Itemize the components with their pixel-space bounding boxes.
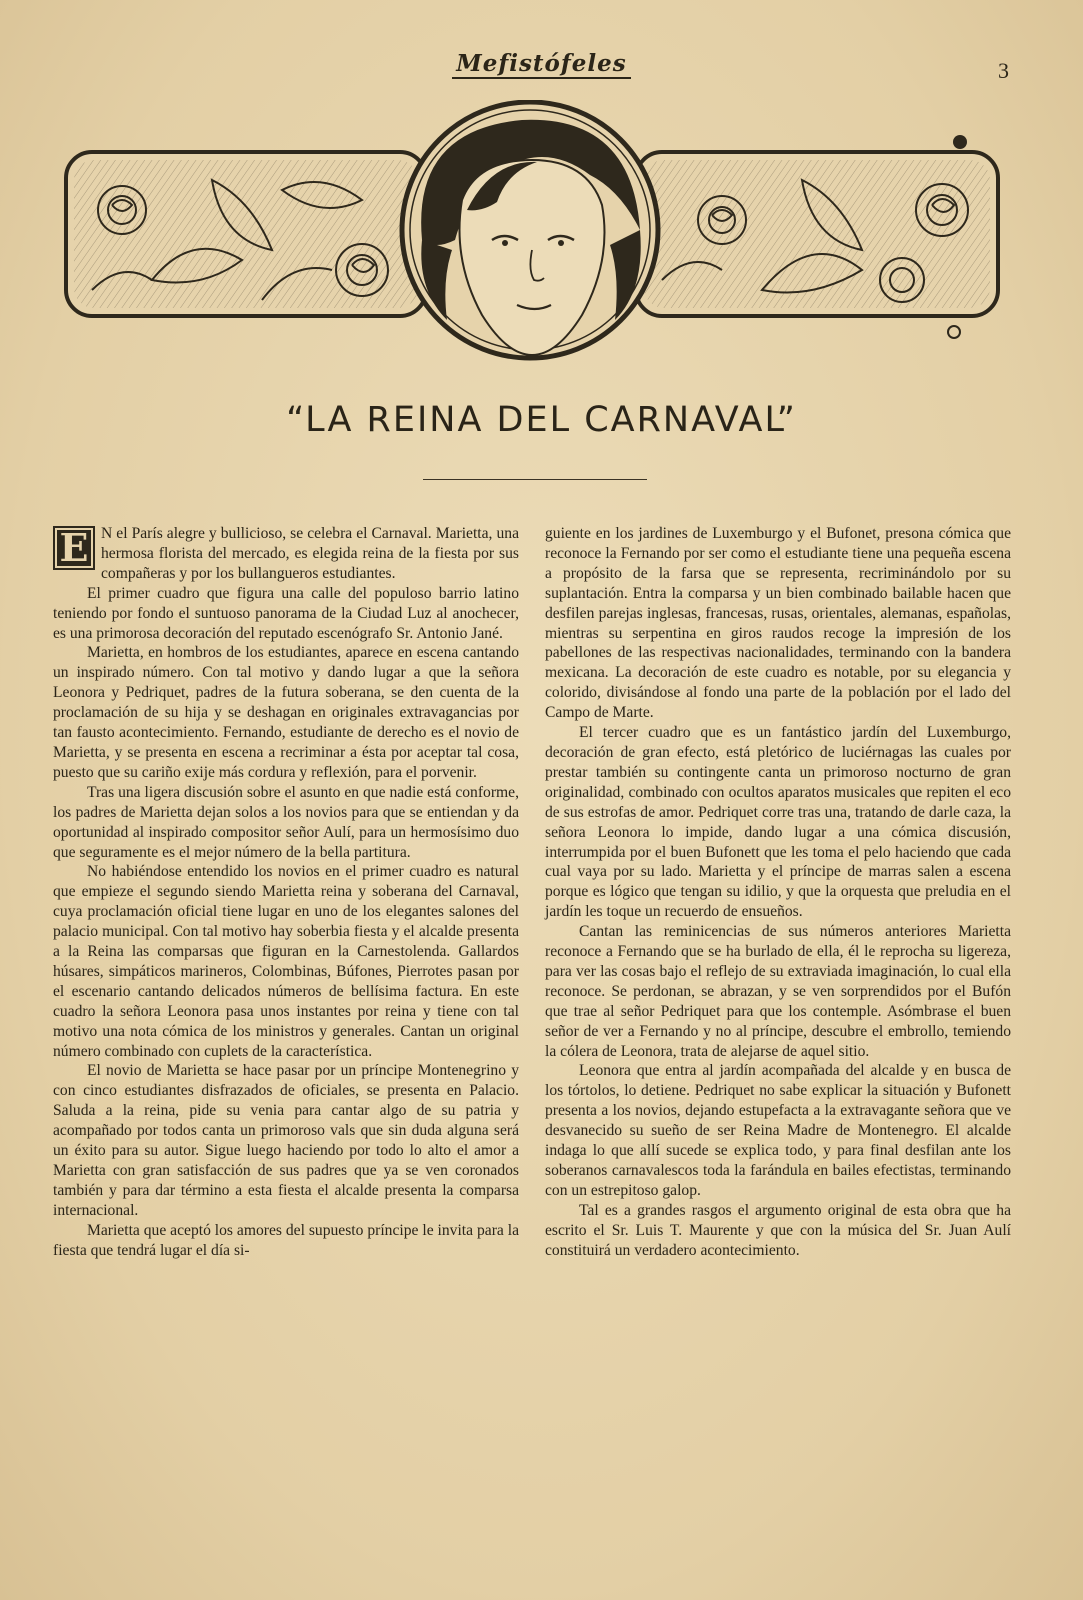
paragraph: Leonora que entra al jardín acompañada del alcalde y en busca de los tórtolos, lo detiene. Pedriquet no sabe explicar la situación y Bufonett presenta a los novios, dejando estupefacta a la extravagante señora que ve desvanecido su sueño de ser Reina Madre de Montenegro. El alcalde indaga lo que allí sucede se explica todo, y para final desfilan ante los soberanos carnavalescos toda la farándula en bailes efectistas, terminando con un estrepitoso galop. xyxy=(545,1062,1011,1199)
paragraph: El primer cuadro que figura una calle del populoso barrio latino teniendo por fondo el suntuoso panorama de la Ciudad Luz al anochecer, es una primorosa decoración del reputado escenógrafo Sr. Antonio Jané. xyxy=(53,584,519,642)
title-divider xyxy=(423,479,647,480)
paragraph: E N el París alegre y bullicioso, se celebra el Carnaval. Marietta, una hermosa florista del mercado, es elegida reina de la fiesta por sus compañeras y por los bullangueros estudiantes. xyxy=(53,524,519,584)
paragraph: Tal es a grandes rasgos el argumento original de esta obra que ha escrito el Sr. Luis T. Maurente y que con la música del Sr. Juan Aulí constituirá un verdadero acontecimiento. xyxy=(545,1201,1011,1259)
magazine-title: Mefistófeles xyxy=(452,50,630,79)
drop-cap: E xyxy=(53,526,95,570)
paragraph: Marietta, en hombros de los estudiantes, aparece en escena cantando un inspirado número. Con tal motivo y dando lugar a que la señora Leonora y Pedriquet, padres de la futura soberana, se den cuenta de la proclamación de su hija y se deshagan en originales extravagancias por tan fausto acontecimiento. Fernando, estudiante de derecho es el novio de Marietta, y se presenta en escena a recriminar a ésta por aceptar tal cosa, puesto que su cariño exije más cordura y reflexión, para el porvenir. xyxy=(53,644,519,781)
running-head xyxy=(0,50,1083,77)
paragraph: guiente en los jardines de Luxemburgo y el Bufonet, presona cómica que reconoce la Fernando por ser como el estudiante tiene una pequeña escena a propósito de la farsa que se representa, recriminándolo por su suplantación. Entra la comparsa y un bien combinado bailable hacen que desfilen parejas inglesas, francesas, rusas, orientales, alemanas, españolas, mientras su serpentina en giros raudos recoge la impresión de los pabellones de las respectivas nacionalidades, terminando con la bandera mexicana. La decoración de este cuadro es notable, por su elegancia y colorido, divisándose al fondo una parte de la población por el lado del Campo de Marte. xyxy=(545,525,1011,722)
art-nouveau-woman-portrait-banner-icon xyxy=(62,100,1022,380)
paragraph: Cantan las reminicencias de sus números anteriores Marietta reconoce a Fernando que se ha burlado de ella, él le reprocha su ligereza, para ver las cosas bajo el reflejo de su extraviada imaginación, lo cual ella reconoce. Se perdonan, se abrazan, y se ven sorprendidos por el Bufón que trae al señor Pedriquet para que los contemple. Asómbrase el buen señor de ver a Fernando y no al príncipe, descubre el embrollo, temiendo la cólera de Leonora, trata de alejarse de aquel sitio. xyxy=(545,923,1011,1060)
paragraph: El tercer cuadro que es un fantástico jardín del Luxemburgo, decoración de gran efecto, está pletórico de luciérnagas las cuales por prestar también su contingente canta un primoroso nocturno de gran originalidad, combinado con ocultos aparatos musicales que repiten el eco de sus estrofas de amor. Pedriquet corre tras una, tratando de darle caza, la señora Leonora lo impide, dando lugar a una cómica discusión, interrumpida por el buen Bufonett que les toma el pelo haciendo que cada cual vaya por su lado. Marietta y el príncipe de marras salen a escena porque es lógico que tengan su idilio, y que la orquesta que preludia en el jardín les toque un recuerdo de ensueños. xyxy=(545,724,1011,921)
paragraph: Tras una ligera discusión sobre el asunto en que nadie está conforme, los padres de Marietta dejan solos a los novios para que se entiendan y da oportunidad al inspirado compositor señor Aulí, para un hermosísimo duo que seguramente es el mejor número de la bella partitura. xyxy=(53,783,519,861)
right-column xyxy=(545,524,1011,1261)
paragraph: Marietta que aceptó los amores del supuesto príncipe le invita para la fiesta que tendrá lugar el día si- xyxy=(53,1221,519,1259)
left-column xyxy=(53,524,519,1261)
paragraph: No habiéndose entendido los novios en el primer cuadro es natural que empieze el segundo siendo Marietta reina y soberana del Carnaval, cuya proclamación oficial tiene lugar en uno de los elegantes salones del palacio municipal. Con tal motivo hay soberbia fiesta y el alcalde presenta a la Reina las comparsas que figuran en la Carnestolenda. Gallardos húsares, simpáticos marineros, Colombinas, Búfones, Pierrotes pasan por el escenario cantando delicados números de bellísima factura. En este cuadro la señora Leonora pasa unos instantes por reina y tiene con tal motivo una nota cómica de los ministros y generales. Cantan un original número combinado con cuplets de la característica. xyxy=(53,863,519,1060)
page-number: 3 xyxy=(998,58,1009,83)
paragraph: El novio de Marietta se hace pasar por un príncipe Montenegrino y con cinco estudiantes disfrazados de oficiales, se presenta en Palacio. Saluda a la reina, pide su venia para cantar algo de su patria y acompañado por todos canta un primoroso vals que sin duda alguna será un éxito para su autor. Sigue luego haciendo por todo lo alto el amor a Marietta con gran satisfacción de sus padres que ya se ven coronados también y para dar término a esta fiesta el alcalde presenta la comparsa internacional. xyxy=(53,1062,519,1219)
article-title: “LA REINA DEL CARNAVAL” xyxy=(286,400,797,440)
